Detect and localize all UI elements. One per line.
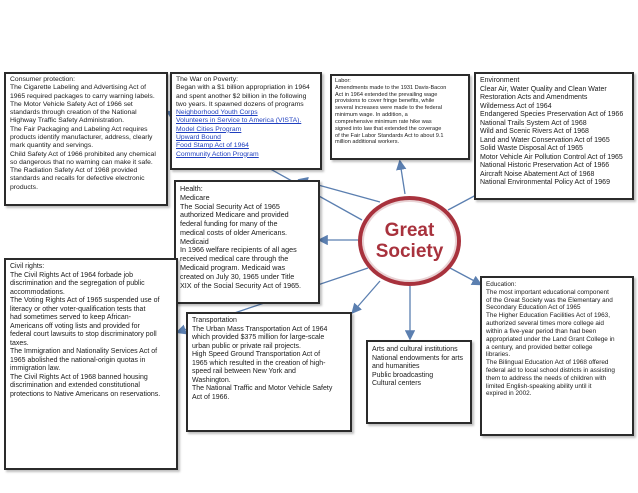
arts-box <box>366 340 472 424</box>
labor-heading: Labor: <box>335 78 351 84</box>
transport-line: which provided $375 million for large-scale <box>192 334 325 342</box>
civil-line: The Immigration and Nationality Services Act of <box>10 348 158 356</box>
education-line: The most important educational component <box>486 288 609 296</box>
civil-line: discrimination and the segregation of public <box>10 280 145 288</box>
environment-line: Wilderness Act of 1964 <box>480 102 552 110</box>
civil-line: taxes. <box>10 339 29 347</box>
environment-line: Wild and Scenic Rivers Act of 1968 <box>480 128 589 136</box>
health-line: received medical care through the <box>180 254 289 264</box>
civil-line: literacy or other voter-qualification tests that <box>10 305 146 313</box>
civil-line: immigration law. <box>10 365 61 373</box>
great-society-circle <box>358 196 461 286</box>
consumer-line: so dangerous that no warning can make it safe. <box>10 158 153 166</box>
labor-line: Act in 1964 extended the prevailing wage <box>335 91 438 98</box>
health-box <box>174 180 320 304</box>
health-heading: Health: <box>180 184 203 193</box>
labor-line: provisions to cover fringe benefits, while <box>335 98 435 105</box>
consumer-line: products. <box>10 183 38 191</box>
consumer-protection-box <box>4 72 168 206</box>
link-vista[interactable]: Volunteers in Service to America (VISTA). <box>176 117 302 125</box>
arts-line: and humanities <box>372 363 420 371</box>
health-line: In 1966 welfare recipients of all ages <box>180 245 297 255</box>
environment-line: Endangered Species Preservation Act of 1966 <box>480 111 624 119</box>
civil-line: federal court lawsuits to stop discriminatory poll <box>10 331 157 339</box>
health-line: Medicaid program. Medicaid was <box>180 263 286 273</box>
poverty-line: and spent another $2 billion in the following <box>176 92 307 100</box>
consumer-line: The Fair Packaging and Labeling Act requires <box>10 125 148 133</box>
education-line: federal aid to local school districts in assisting <box>486 366 615 374</box>
war-on-poverty-box <box>170 72 322 170</box>
arrow-labor <box>400 162 405 194</box>
transport-line: speed rail between New York and <box>192 368 296 376</box>
health-line: Medicaid <box>180 236 209 246</box>
link-upward-bound[interactable]: Upward Bound <box>176 133 221 141</box>
consumer-line: The Cigarette Labeling and Advertising Act of <box>10 84 147 92</box>
center-title-line2: Society <box>375 241 444 262</box>
civil-line: The Civil Rights Act of 1964 forbade job <box>10 271 133 279</box>
education-line: them to address the needs of children with <box>486 374 607 382</box>
health-line: created on July 30, 1965 under Title <box>180 271 295 281</box>
environment-line: National Environmental Policy Act of 1969 <box>480 179 610 187</box>
education-line: libraries. <box>486 351 511 359</box>
education-line: within a five-year period than had been <box>486 327 597 335</box>
arrow-transport <box>353 281 380 312</box>
environment-line: National Historic Preservation Act of 1966 <box>480 162 610 170</box>
education-line: The Bilingual Education Act of 1968 offered <box>486 359 609 367</box>
transport-line: High Speed Ground Transportation Act of <box>192 351 321 359</box>
poverty-line: Began with a $1 billion appropriation in 1964 <box>176 84 310 92</box>
labor-line: million additional workers. <box>335 139 400 146</box>
civil-line: discrimination and extended constitutional <box>10 382 140 390</box>
link-community-action[interactable]: Community Action Program <box>176 150 259 158</box>
education-line: limited English-speaking ability until it <box>486 382 592 390</box>
health-line: Medicare <box>180 192 210 202</box>
arts-heading: Arts and cultural institutions <box>372 346 458 353</box>
health-line: The Social Security Act of 1965 <box>180 201 280 211</box>
education-line: The Higher Education Facilities Act of 1963, <box>486 312 610 320</box>
labor-line: minimum wage. In addition, a <box>335 112 408 119</box>
environment-line: Solid Waste Disposal Act of 1965 <box>480 145 583 153</box>
environment-line: Land and Water Conservation Act of 1965 <box>480 136 610 144</box>
labor-box <box>330 74 470 160</box>
arts-line: Public broadcasting <box>372 371 434 379</box>
labor-line: several increases were made to the federal <box>335 105 442 112</box>
consumer-line: standards through creation of the National <box>10 109 137 117</box>
civil-line: had sometimes served to keep African- <box>10 314 132 322</box>
link-model-cities[interactable]: Model Cities Program <box>176 125 242 133</box>
environment-line: Motor Vehicle Air Pollution Control Act of 1965 <box>480 153 623 161</box>
consumer-line: products identify manufacturer, address, clearly <box>10 133 153 141</box>
environment-heading: Environment <box>480 77 520 84</box>
link-food-stamp-act[interactable]: Food Stamp Act of 1964 <box>176 142 249 150</box>
civil-rights-box <box>4 258 178 470</box>
transport-line: The National Traffic and Motor Vehicle Safety <box>192 385 333 393</box>
health-line: XIX of the Social Security Act of 1965. <box>180 280 302 290</box>
poverty-heading: The War on Poverty: <box>176 76 239 83</box>
education-box <box>480 276 634 436</box>
labor-line: Amendments made to the 1931 Davis-Bacon <box>335 84 447 91</box>
consumer-line: standards and recalls for defective electronic <box>10 175 145 183</box>
transport-line: Act of 1966. <box>192 393 230 401</box>
consumer-line: 1965 required packages to carry warning labels. <box>10 92 155 100</box>
education-heading: Education: <box>486 281 517 288</box>
consumer-line: Child Safety Act of 1966 prohibited any chemical <box>10 150 156 158</box>
civil-line: The Civil Rights Act of 1968 banned housing <box>10 373 148 381</box>
poverty-line: two years. It spawned dozens of programs <box>176 100 304 108</box>
education-line: of the Great Society was the Elementary and <box>486 296 613 304</box>
transport-heading: Transportation <box>192 317 237 324</box>
arrow-education <box>450 268 480 284</box>
labor-line: of the Fair Labor Standards Act to about 9.1 <box>335 132 444 139</box>
transport-line: Washington. <box>192 376 231 384</box>
education-line: authorized several times more college aid <box>486 320 604 328</box>
center-title-line1: Great <box>384 219 435 241</box>
transport-line: 1965 which resulted in the creation of high- <box>192 359 326 367</box>
civil-line: Americans off voting lists and provided for <box>10 322 140 330</box>
education-line: Secondary Education Act of 1965 <box>486 304 581 312</box>
civil-line: protections to Native Americans on reservations. <box>10 390 161 398</box>
labor-line: comprehensive minimum rate hike was <box>335 118 432 125</box>
consumer-heading: Consumer protection: <box>10 76 75 83</box>
environment-line: National Trails System Act of 1968 <box>480 119 587 127</box>
health-line: authorized Medicare and provided <box>180 210 289 220</box>
civil-line: accommodations. <box>10 288 65 296</box>
health-line: federal funding for many of the <box>180 219 278 229</box>
transport-line: The Urban Mass Transportation Act of 1964 <box>192 325 328 333</box>
civil-heading: Civil rights: <box>10 263 45 270</box>
arts-line: National endowments for arts <box>372 354 464 362</box>
link-neighborhood-youth-corps[interactable]: Neighborhood Youth Corps <box>176 109 258 117</box>
civil-line: 1965 abolished the national-origin quotas in <box>10 356 146 364</box>
consumer-line: The Radiation Safety Act of 1968 provided <box>10 167 138 175</box>
health-line: medical costs of older Americans. <box>180 227 288 237</box>
consumer-line: mark quantity and servings. <box>10 142 94 150</box>
arts-line: Cultural centers <box>372 380 422 388</box>
transport-line: urban public or private rail projects. <box>192 342 301 350</box>
consumer-line: Highway Traffic Safety Administration. <box>10 117 124 125</box>
environment-box <box>474 72 634 200</box>
environment-line: Clear Air, Water Quality and Clean Water <box>480 85 607 93</box>
environment-line: Restoration Acts and Amendments <box>480 94 588 102</box>
civil-line: The Voting Rights Act of 1965 suspended use of <box>10 297 160 305</box>
transportation-box <box>186 312 352 432</box>
education-line: a century, and provided better college <box>486 343 593 351</box>
education-line: expired in 2002. <box>486 390 532 398</box>
consumer-line: The Motor Vehicle Safety Act of 1966 set <box>10 100 133 108</box>
environment-line: Aircraft Noise Abatement Act of 1968 <box>480 170 595 178</box>
labor-line: signed into law that extended the coverage <box>335 125 442 132</box>
education-line: appropriated under the Land Grant College in <box>486 335 615 343</box>
